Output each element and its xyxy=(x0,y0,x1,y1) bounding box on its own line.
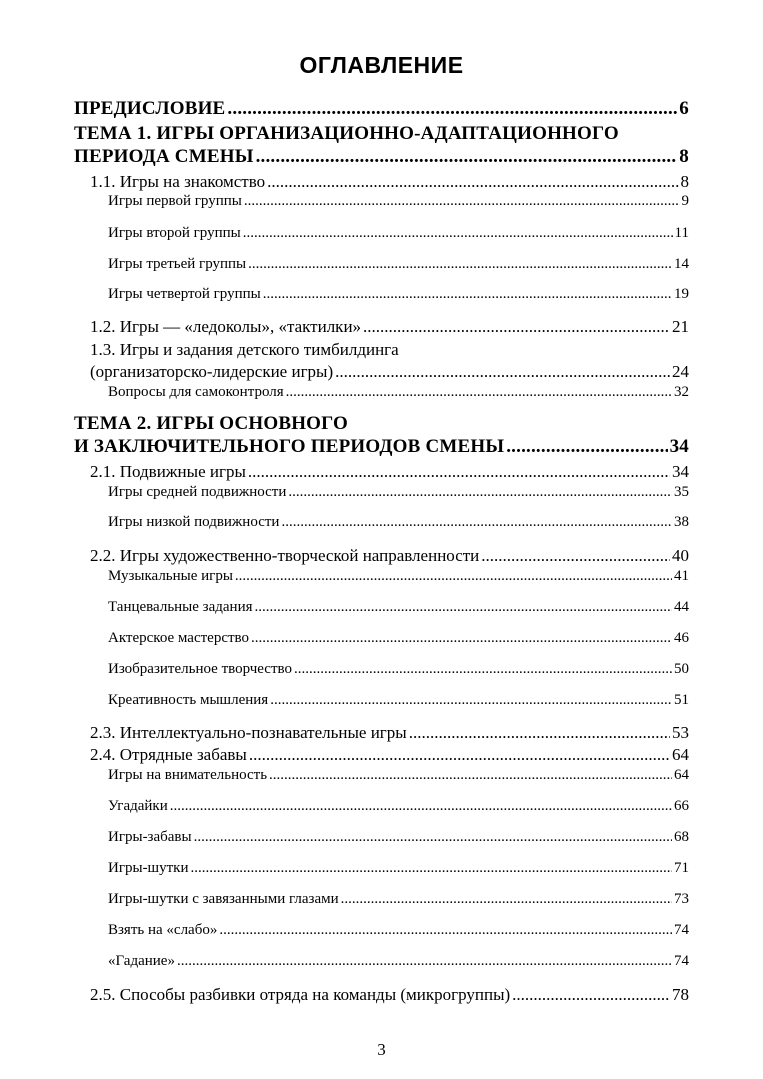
toc-leader-dots xyxy=(251,630,672,647)
toc-leader-dots xyxy=(281,514,672,531)
toc-entry-title: Игры первой группы xyxy=(108,193,242,209)
toc-entry-title: 2.4. Отрядные забавы xyxy=(90,745,247,764)
toc-leader-dots xyxy=(244,193,680,210)
toc-entry-page: 14 xyxy=(674,256,689,272)
toc-entry-title: Игры низкой подвижности xyxy=(108,514,280,530)
toc-entry-title: Угадайки xyxy=(108,798,168,814)
toc-entry-title: Вопросы для самоконтроля xyxy=(108,384,284,400)
toc-entry-page: 11 xyxy=(674,225,689,241)
toc-entry-page: 32 xyxy=(674,384,689,400)
toc-entry[interactable] xyxy=(74,413,689,435)
toc-entry-title: Игры-забавы xyxy=(108,829,192,845)
toc-entry-page: 40 xyxy=(672,546,689,565)
toc-entry-title: Игры-шутки xyxy=(108,860,189,876)
toc-entry-title: Изобразительное творчество xyxy=(108,661,292,677)
toc-leader-dots xyxy=(294,661,672,678)
toc-entry-title: 2.3. Интеллектуально-познавательные игры xyxy=(90,723,407,742)
toc-leader-dots xyxy=(512,985,670,1005)
toc-entry-page: 6 xyxy=(679,98,689,119)
toc-entry-title: 2.2. Игры художественно-творческой направленности xyxy=(90,546,480,565)
toc-leader-dots xyxy=(341,891,672,908)
toc-entry[interactable] xyxy=(108,286,689,303)
toc-leader-dots xyxy=(267,172,678,192)
toc-leader-dots xyxy=(255,599,673,616)
toc-entry[interactable] xyxy=(90,723,689,743)
toc-entry-page: 71 xyxy=(674,860,689,876)
toc-leader-dots xyxy=(227,98,677,120)
toc-entry-title: 1.3. Игры и задания детского тимбилдинга xyxy=(90,340,399,359)
toc-leader-dots xyxy=(263,286,672,303)
toc-entry[interactable] xyxy=(74,436,689,458)
toc-entry[interactable] xyxy=(108,384,689,401)
toc-leader-dots xyxy=(190,860,672,877)
toc-entry[interactable] xyxy=(108,953,689,970)
toc-leader-dots xyxy=(363,317,670,337)
toc-entry-title: 1.1. Игры на знакомство xyxy=(90,172,266,191)
toc-entry-title: (организаторско-лидерские игры) xyxy=(90,362,334,381)
toc-entry-title: Креативность мышления xyxy=(108,692,269,708)
toc-entry-title: Игры средней подвижности xyxy=(108,484,287,500)
toc-entry-page: 9 xyxy=(681,193,689,209)
toc-entry[interactable] xyxy=(108,692,689,709)
toc-leader-dots xyxy=(506,436,667,458)
toc-entry[interactable] xyxy=(108,225,689,242)
toc-entry-title: Игры четвертой группы xyxy=(108,286,261,302)
toc-leader-dots xyxy=(248,256,672,273)
toc-entry[interactable] xyxy=(90,745,689,765)
toc-entry[interactable] xyxy=(108,829,689,846)
toc-entry[interactable] xyxy=(108,599,689,616)
toc-entry-page: 8 xyxy=(680,172,689,191)
toc-leader-dots xyxy=(409,723,670,743)
toc-entry-page: 8 xyxy=(679,146,689,167)
toc-entry[interactable] xyxy=(90,317,689,337)
toc-entry[interactable] xyxy=(90,462,689,482)
toc-entry-page: 64 xyxy=(672,745,689,764)
toc-entry[interactable] xyxy=(108,661,689,678)
page-title: ОГЛАВЛЕНИЕ xyxy=(299,52,464,78)
toc-entry[interactable] xyxy=(108,767,689,784)
toc-entry[interactable] xyxy=(108,798,689,815)
toc-entry[interactable] xyxy=(74,98,689,120)
toc-entry[interactable] xyxy=(90,172,689,192)
toc-entry[interactable] xyxy=(90,362,689,382)
toc-leader-dots xyxy=(219,922,672,939)
toc-entry-page: 50 xyxy=(674,661,689,677)
toc-leader-dots xyxy=(170,798,672,815)
toc-entry-page: 74 xyxy=(674,953,689,969)
toc-entry-page: 78 xyxy=(672,985,689,1004)
toc-entry-title: 2.5. Способы разбивки отряда на команды (микрогруппы) xyxy=(90,985,511,1004)
toc-leader-dots xyxy=(248,462,670,482)
page-number: 3 xyxy=(377,1040,386,1059)
toc-entry-page: 34 xyxy=(672,462,689,481)
toc-entry-title: Взять на «слабо» xyxy=(108,922,218,938)
toc-entry[interactable] xyxy=(108,630,689,647)
toc-leader-dots xyxy=(481,546,670,566)
toc-entry[interactable] xyxy=(108,514,689,531)
toc-entry-title: 2.1. Подвижные игры xyxy=(90,462,246,481)
toc-entry-page: 66 xyxy=(674,798,689,814)
toc-entry-page: 68 xyxy=(674,829,689,845)
toc-entry-page: 46 xyxy=(674,630,689,646)
toc-leader-dots xyxy=(249,745,670,765)
toc-entry-title: Игры на внимательность xyxy=(108,767,268,783)
toc-leader-dots xyxy=(269,767,672,784)
toc-entry-page: 64 xyxy=(674,767,689,783)
toc-entry[interactable] xyxy=(108,891,689,908)
toc-leader-dots xyxy=(335,362,670,382)
toc-entry[interactable] xyxy=(108,256,689,273)
toc-entry-page: 21 xyxy=(672,317,689,336)
toc-entry[interactable] xyxy=(90,340,689,360)
toc-leader-dots xyxy=(256,146,678,168)
toc-entry-title: ТЕМА 1. ИГРЫ ОРГАНИЗАЦИОННО-АДАПТАЦИОННОГО xyxy=(74,123,619,144)
toc-entry[interactable] xyxy=(90,985,689,1005)
toc-leader-dots xyxy=(288,484,672,501)
toc-entry-title: Танцевальные задания xyxy=(108,599,253,615)
toc-entry[interactable] xyxy=(108,922,689,939)
toc-leader-dots xyxy=(235,568,672,585)
toc-entry-page: 41 xyxy=(674,568,689,584)
toc-entry-page: 74 xyxy=(674,922,689,938)
toc-entry-page: 34 xyxy=(669,436,689,457)
toc-entry-title: И ЗАКЛЮЧИТЕЛЬНОГО ПЕРИОДОВ СМЕНЫ xyxy=(74,436,505,457)
toc-entry-page: 51 xyxy=(674,692,689,708)
toc-entry[interactable] xyxy=(108,484,689,501)
toc-entry-title: ТЕМА 2. ИГРЫ ОСНОВНОГО xyxy=(74,413,348,434)
toc-entry-title: Музыкальные игры xyxy=(108,568,233,584)
toc-entry[interactable] xyxy=(74,123,689,145)
toc-leader-dots xyxy=(286,384,672,401)
toc-entry-page: 24 xyxy=(672,362,689,381)
toc-entry-title: 1.2. Игры — «ледоколы», «тактилки» xyxy=(90,317,362,336)
toc-entry-page: 19 xyxy=(674,286,689,302)
toc-leader-dots xyxy=(243,225,673,242)
toc-entry-title: ПРЕДИСЛОВИЕ xyxy=(74,98,226,119)
toc-entry-title: Актерское мастерство xyxy=(108,630,250,646)
toc-leader-dots xyxy=(270,692,672,709)
toc-entry-page: 73 xyxy=(674,891,689,907)
toc-entry[interactable] xyxy=(108,193,689,210)
toc-entry[interactable] xyxy=(74,146,689,168)
toc-entry-page: 44 xyxy=(674,599,689,615)
toc-entry-title: Игры третьей группы xyxy=(108,256,247,272)
toc-entry-page: 53 xyxy=(672,723,689,742)
toc-entry[interactable] xyxy=(108,568,689,585)
toc-entry[interactable] xyxy=(108,860,689,877)
toc-entry[interactable] xyxy=(90,546,689,566)
toc-entry-title: ПЕРИОДА СМЕНЫ xyxy=(74,146,254,167)
toc-entry-title: Игры-шутки с завязанными глазами xyxy=(108,891,339,907)
toc-entry-page: 35 xyxy=(674,484,689,500)
toc-entry-title: Игры второй группы xyxy=(108,225,241,241)
toc-entry-title: «Гадание» xyxy=(108,953,175,969)
toc-leader-dots xyxy=(194,829,672,846)
toc-leader-dots xyxy=(177,953,672,970)
toc-entry-page: 38 xyxy=(674,514,689,530)
